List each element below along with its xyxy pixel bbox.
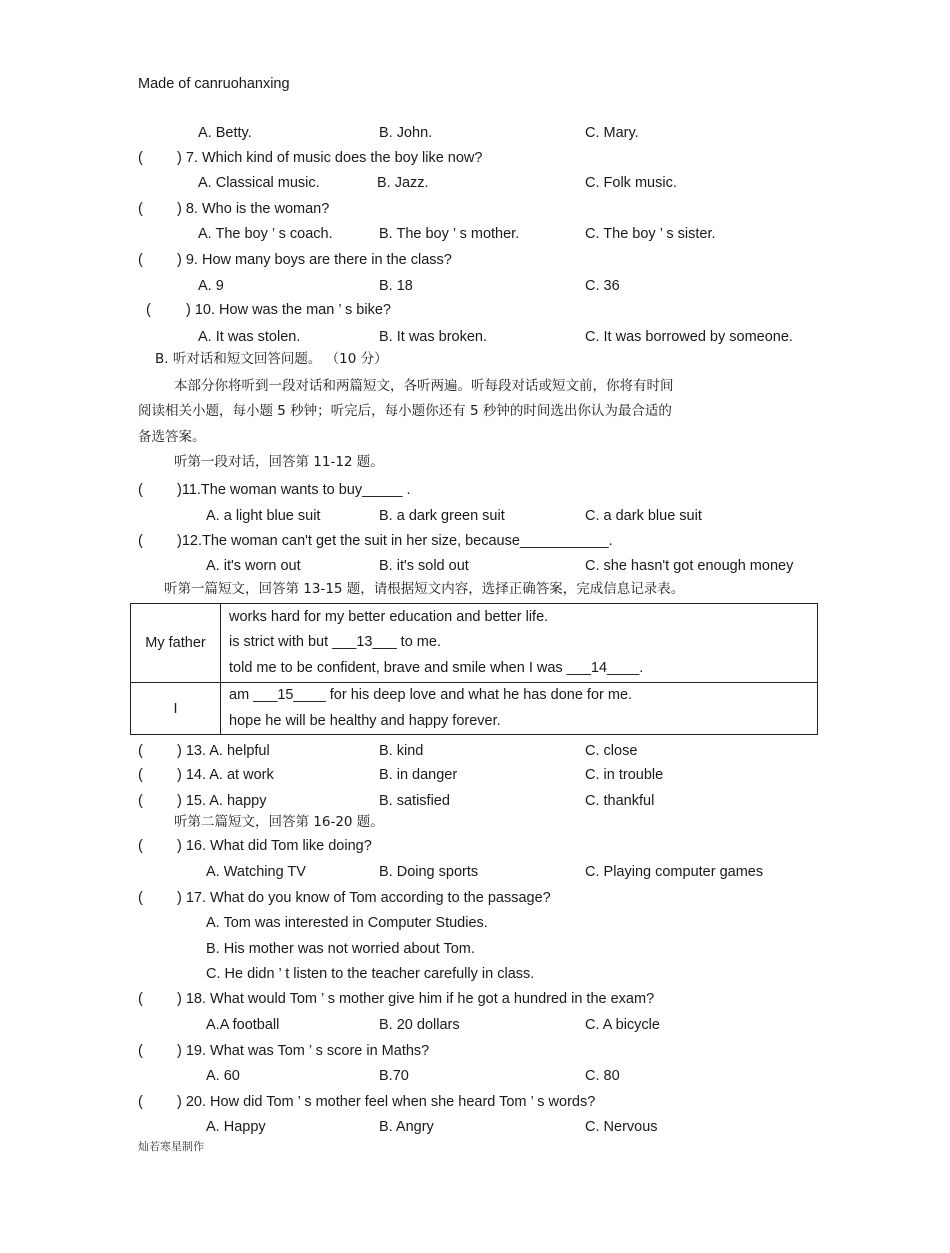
table-line: works hard for my better education and better life. [229, 608, 549, 625]
q7-option-c: C. Folk music. [585, 175, 677, 191]
q10-option-b: B. It was broken. [379, 329, 487, 345]
q9-option-b: B. 18 [379, 278, 413, 294]
q10-paren: ( [146, 302, 151, 318]
table-line: is strict with but ___13___ to me. [229, 634, 441, 651]
q19-paren: ( [138, 1043, 143, 1059]
table-row [131, 683, 818, 735]
q12-option-b: B. it's sold out [379, 558, 469, 574]
q18-option-b: B. 20 dollars [379, 1017, 460, 1033]
q14-paren: ( [138, 767, 143, 783]
q10-option-a: A. It was stolen. [198, 329, 301, 345]
q17-option-a: A. Tom was interested in Computer Studies. [206, 915, 488, 931]
page-footer: 灿若寒星制作 [138, 1140, 204, 1153]
q19-option-b: B.70 [379, 1068, 409, 1084]
q17-question: ) 17. What do you know of Tom according to the passage? [177, 890, 551, 906]
q6-option-b: B. John. [379, 125, 433, 141]
q8-question: ) 8. Who is the woman? [177, 201, 330, 217]
q7-question: ) 7. Which kind of music does the boy like now? [177, 150, 483, 166]
q20-option-b: B. Angry [379, 1119, 434, 1135]
q6-option-c: C. Mary. [585, 125, 639, 141]
passage1-note: 听第一篇短文，回答第 13-15 题，请根据短文内容，选择正确答案，完成信息记录表。 [164, 581, 685, 597]
q9-option-c: C. 36 [585, 278, 620, 294]
q19-option-c: C. 80 [585, 1068, 620, 1084]
q19-option-a: A. 60 [206, 1068, 240, 1084]
q11-option-c: C. a dark blue suit [585, 508, 702, 524]
section-b-intro-line-1: 本部分你将听到一段对话和两篇短文，各听两遍。听每段对话或短文前，你将有时间 [174, 378, 674, 394]
q7-paren: ( [138, 150, 143, 166]
q11-option-a: A. a light blue suit [206, 508, 321, 524]
q12-option-a: A. it's worn out [206, 558, 301, 574]
q15-paren: ( [138, 793, 143, 809]
table-line: hope he will be healthy and happy forever. [229, 712, 501, 729]
q16-question: ) 16. What did Tom like doing? [177, 838, 372, 854]
q20-option-c: C. Nervous [585, 1119, 658, 1135]
passage2-note: 听第二篇短文，回答第 16-20 题。 [174, 814, 384, 830]
q12-option-c: C. she hasn't got enough money [585, 558, 794, 574]
q16-paren: ( [138, 838, 143, 854]
q13-paren: ( [138, 743, 143, 759]
q15-option-b: B. satisfied [379, 793, 450, 809]
q9-question: ) 9. How many boys are there in the class? [177, 252, 452, 268]
q17-option-b: B. His mother was not worried about Tom. [206, 941, 475, 957]
q20-option-a: A. Happy [206, 1119, 266, 1135]
q14-question: ) 14. A. at work [177, 767, 274, 783]
q18-question: ) 18. What would Tom ’ s mother give him if he got a hundred in the exam? [177, 991, 655, 1007]
q18-option-a: A.A football [206, 1017, 280, 1033]
table-line: told me to be confident, brave and smile when I was ___14____. [229, 659, 644, 676]
q10-option-c: C. It was borrowed by someone. [585, 329, 793, 345]
q18-paren: ( [138, 991, 143, 1007]
q8-option-c: C. The boy ’ s sister. [585, 226, 716, 242]
q15-option-c: C. thankful [585, 793, 655, 809]
q11-option-b: B. a dark green suit [379, 508, 505, 524]
row-label-i: I [131, 683, 221, 735]
section-b-intro-line-2: 阅读相关小题，每小题 5 秒钟；听完后，每小题你还有 5 秒钟的时间选出你认为最合适的 [138, 403, 672, 419]
q18-option-c: C. A bicycle [585, 1017, 660, 1033]
section-b-title: B. 听对话和短文回答问题。 （10 分） [155, 351, 388, 367]
q8-option-b: B. The boy ’ s mother. [379, 226, 520, 242]
q17-option-c: C. He didn ’ t listen to the teacher carefully in class. [206, 966, 535, 982]
dialogue-note: 听第一段对话，回答第 11-12 题。 [174, 454, 384, 470]
q16-option-a: A. Watching TV [206, 864, 306, 880]
q17-paren: ( [138, 890, 143, 906]
q9-paren: ( [138, 252, 143, 268]
q14-option-c: C. in trouble [585, 767, 664, 783]
q11-paren: ( [138, 482, 143, 498]
q13-option-b: B. kind [379, 743, 424, 759]
q12-paren: ( [138, 533, 143, 549]
q15-question: ) 15. A. happy [177, 793, 267, 809]
q14-option-b: B. in danger [379, 767, 458, 783]
q10-question: ) 10. How was the man ’ s bike? [186, 302, 391, 318]
q9-option-a: A. 9 [198, 278, 224, 294]
q11-question: )11.The woman wants to buy_____ . [177, 482, 411, 498]
q7-option-b: B. Jazz. [377, 175, 429, 191]
row-label-my-father: My father [131, 604, 221, 683]
q7-option-a: A. Classical music. [198, 175, 320, 191]
q13-question: ) 13. A. helpful [177, 743, 270, 759]
q19-question: ) 19. What was Tom ’ s score in Maths? [177, 1043, 430, 1059]
table-row [131, 604, 818, 683]
q12-question: )12.The woman can't get the suit in her size, because___________. [177, 533, 613, 549]
q13-option-c: C. close [585, 743, 638, 759]
q16-option-b: B. Doing sports [379, 864, 479, 880]
q20-question: ) 20. How did Tom ’ s mother feel when she heard Tom ’ s words? [177, 1094, 596, 1110]
table-line: am ___15____ for his deep love and what he has done for me. [229, 687, 633, 703]
section-b-intro-line-3: 备选答案。 [138, 429, 206, 445]
q8-paren: ( [138, 201, 143, 217]
page-header: Made of canruohanxing [138, 76, 290, 92]
info-record-table [130, 603, 818, 735]
q8-option-a: A. The boy ’ s coach. [198, 226, 333, 242]
q6-option-a: A. Betty. [198, 125, 252, 141]
q16-option-c: C. Playing computer games [585, 864, 764, 880]
q20-paren: ( [138, 1094, 143, 1110]
